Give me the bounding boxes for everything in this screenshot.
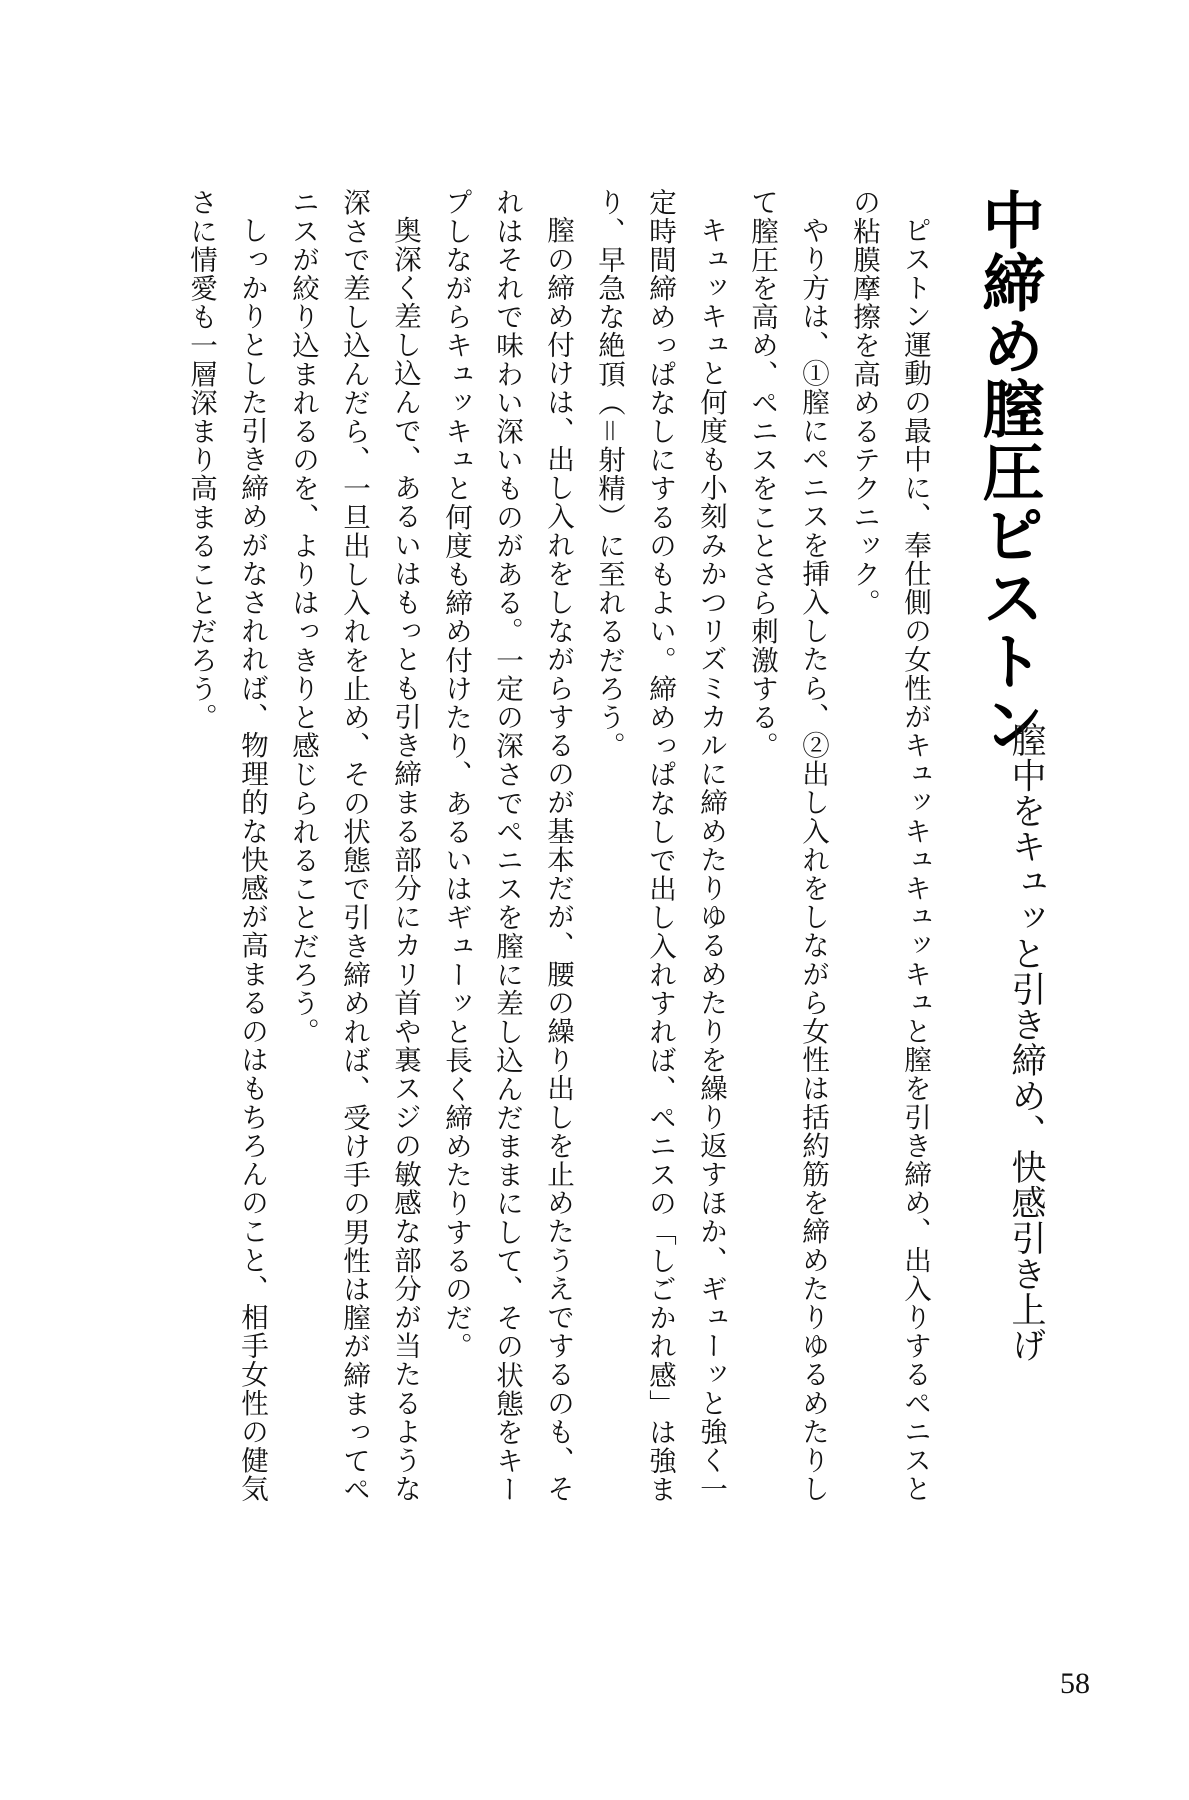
paragraph: しっかりとした引き締めがなされれば、物理的な快感が高まるのはもちろんのこと、相手女性の健気さに情愛も一層深まり高まることだろう。 [185, 188, 268, 1503]
paragraph: 奥深く差し込んで、あるいはもっとも引き締まる部分にカリ首や裏スジの敏感な部分が当たるような深さで差し込んだら、一旦出し入れを止め、その状態で引き締めれば、受け手の男性は膣が締まってペニスが絞り込まれるのを、よりはっきりと感じられることだろう。 [287, 188, 421, 1504]
paragraph: 膣の締め付けは、出し入れをしながらするのが基本だが、腰の繰り出しを止めたうえでするのも、それはそれで味わい深いものがある。一定の深さでペニスを膣に差し込んだままにして、その状態をキープしながらキュッキュと何度も締め付けたり、あるいはギューッと長く締めたりするのだ。 [440, 188, 574, 1504]
page-number: 58 [1060, 1667, 1090, 1700]
page-subtitle: 膣中をキュッと引き締め、快感引き上げ [1006, 722, 1046, 1363]
paragraph: ピストン運動の最中に、奉仕側の女性がキュッキュキュッキュと膣を引き締め、出入りするペニスとの粘膜摩擦を高めるテクニック。 [848, 188, 931, 1503]
page-title: 中締め膣圧ピストン [972, 188, 1045, 755]
paragraph: キュッキュと何度も小刻みかつリズミカルに締めたりゆるめたりを繰り返すほか、ギューッと強く一定時間締めっぱなしにするのもよい。締めっぱなしで出し入れすれば、ペニスの「しごかれ感」は強まり、早急な絶頂（＝射精）に至れるだろう。 [593, 188, 727, 1504]
body-text [150, 188, 940, 1528]
paragraph: やり方は、①膣にペニスを挿入したら、②出し入れをしながら女性は括約筋を締めたりゆるめたりして膣圧を高め、ペニスをことさら刺激する。 [746, 188, 829, 1503]
